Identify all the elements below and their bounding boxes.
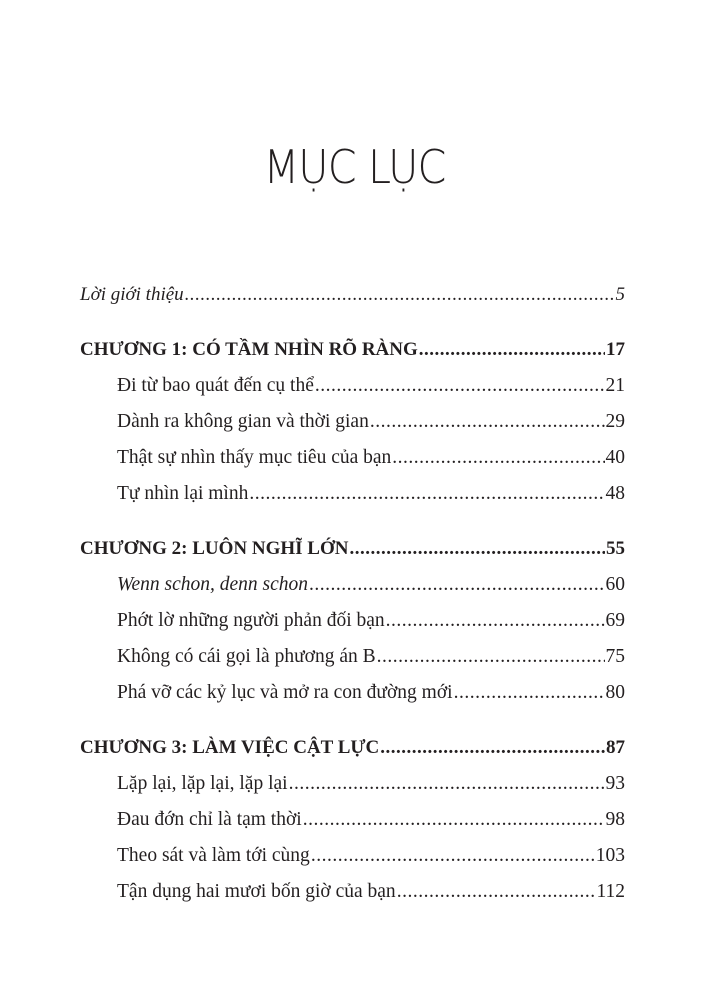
toc-chapter-3[interactable] bbox=[80, 730, 625, 766]
dot-leader bbox=[315, 368, 605, 404]
dot-leader bbox=[309, 567, 604, 603]
toc-chapter-page: 87 bbox=[606, 737, 625, 758]
toc-section-page: 40 bbox=[605, 447, 625, 468]
page-title: MỤC LỤC bbox=[263, 140, 446, 194]
dot-leader bbox=[377, 639, 605, 675]
toc-section[interactable] bbox=[80, 440, 625, 476]
toc-section[interactable] bbox=[80, 802, 625, 838]
dot-leader bbox=[386, 603, 605, 639]
toc-section-page: 103 bbox=[595, 845, 625, 866]
toc-section-title: Phớt lờ những người phản đối bạn bbox=[117, 610, 385, 631]
toc-chapter-page: 55 bbox=[606, 538, 625, 559]
dot-leader bbox=[349, 531, 605, 567]
toc-chapter-title: CHƯƠNG 1: CÓ TẦM NHÌN RÕ RÀNG bbox=[80, 339, 418, 360]
toc-chapter-1[interactable] bbox=[80, 332, 625, 368]
toc-section-page: 48 bbox=[605, 483, 625, 504]
dot-leader bbox=[249, 476, 604, 512]
dot-leader bbox=[397, 874, 596, 910]
toc-section[interactable] bbox=[80, 368, 625, 404]
toc-section-title: Thật sự nhìn thấy mục tiêu của bạn bbox=[117, 447, 392, 468]
toc-section-title: Không có cái gọi là phương án B bbox=[117, 646, 376, 667]
dot-leader bbox=[454, 675, 605, 711]
toc-entry-introduction[interactable] bbox=[80, 277, 625, 313]
toc-section-title: Lặp lại, lặp lại, lặp lại bbox=[117, 773, 288, 794]
toc-section-page: 80 bbox=[605, 682, 625, 703]
toc-section-page: 75 bbox=[605, 646, 625, 667]
toc-section-title: Tự nhìn lại mình bbox=[117, 483, 249, 504]
toc-section-title: Đi từ bao quát đến cụ thể bbox=[117, 375, 314, 396]
toc-section[interactable] bbox=[80, 567, 625, 603]
toc-chapter-title: CHƯƠNG 2: LUÔN NGHĨ LỚN bbox=[80, 538, 349, 559]
toc-section-title: Theo sát và làm tới cùng bbox=[117, 845, 310, 866]
dot-leader bbox=[185, 277, 615, 313]
table-of-contents bbox=[80, 277, 625, 910]
dot-leader bbox=[380, 730, 605, 766]
dot-leader bbox=[370, 404, 605, 440]
dot-leader bbox=[303, 802, 605, 838]
toc-section[interactable] bbox=[80, 838, 625, 874]
toc-section[interactable] bbox=[80, 603, 625, 639]
toc-section-title: Dành ra không gian và thời gian bbox=[117, 411, 369, 432]
toc-section-title: Đau đớn chỉ là tạm thời bbox=[117, 809, 302, 830]
toc-section-title: Phá vỡ các kỷ lục và mở ra con đường mới bbox=[117, 682, 453, 703]
toc-section-page: 69 bbox=[605, 610, 625, 631]
toc-chapter-page: 17 bbox=[606, 339, 625, 360]
toc-chapter-2[interactable] bbox=[80, 531, 625, 567]
toc-section[interactable] bbox=[80, 639, 625, 675]
dot-leader bbox=[419, 332, 605, 368]
toc-section-page: 112 bbox=[596, 881, 625, 902]
toc-section-page: 29 bbox=[605, 411, 625, 432]
toc-chapter-title: CHƯƠNG 3: LÀM VIỆC CẬT LỰC bbox=[80, 737, 380, 758]
toc-section-title: Tận dụng hai mươi bốn giờ của bạn bbox=[117, 881, 396, 902]
toc-entry-page: 5 bbox=[615, 284, 625, 305]
dot-leader bbox=[311, 838, 595, 874]
toc-section-page: 98 bbox=[605, 809, 625, 830]
toc-section[interactable] bbox=[80, 874, 625, 910]
dot-leader bbox=[289, 766, 605, 802]
toc-section-title: Wenn schon, denn schon bbox=[117, 574, 309, 595]
dot-leader bbox=[392, 440, 604, 476]
toc-section-page: 93 bbox=[605, 773, 625, 794]
toc-section-page: 21 bbox=[605, 375, 625, 396]
toc-section[interactable] bbox=[80, 766, 625, 802]
toc-entry-title: Lời giới thiệu bbox=[80, 284, 184, 305]
toc-section[interactable] bbox=[80, 404, 625, 440]
toc-section[interactable] bbox=[80, 476, 625, 512]
toc-section[interactable] bbox=[80, 675, 625, 711]
toc-section-page: 60 bbox=[605, 574, 625, 595]
